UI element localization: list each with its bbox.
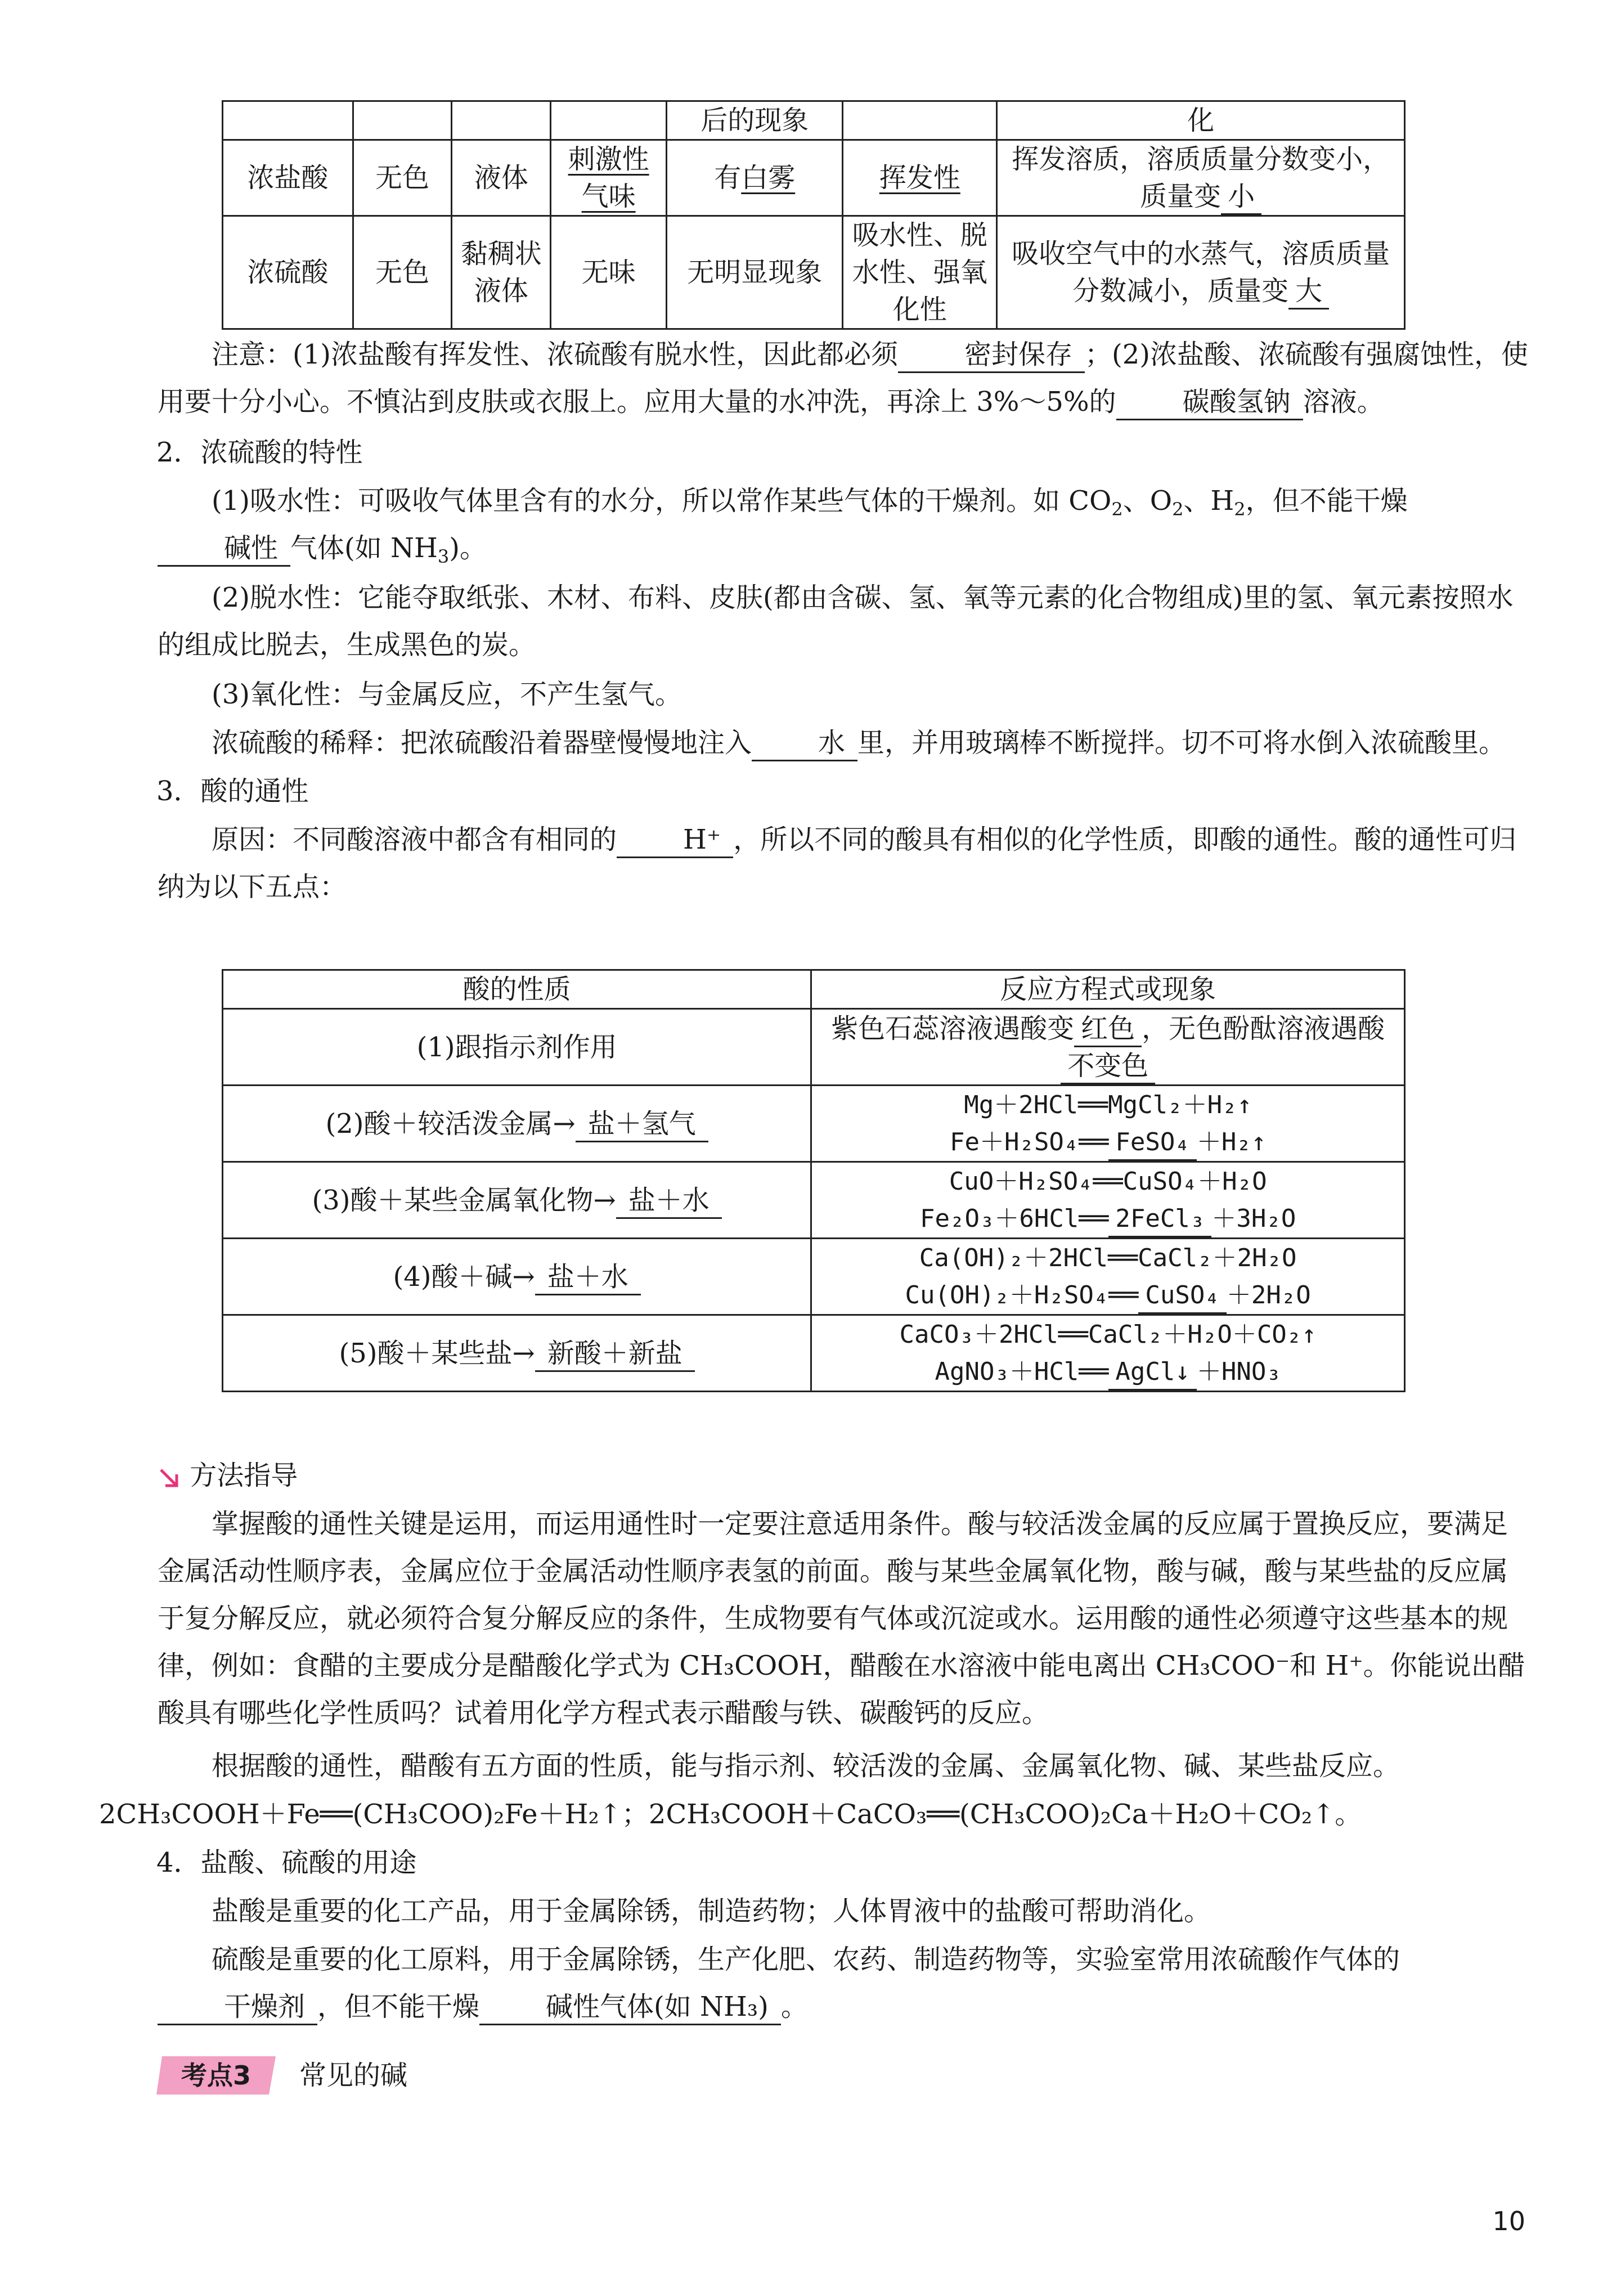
page-number: 10 — [1492, 2206, 1525, 2236]
equation-cell: CuO＋H₂SO₄══CuSO₄＋H₂O Fe₂O₃＋6HCl══ 2FeCl₃ ＋3H₂O — [811, 1162, 1405, 1239]
property-cell: (2)酸＋较活泼金属→ 盐＋氢气 — [223, 1086, 811, 1162]
acid-open-phenomenon: 无明显现象 — [666, 216, 843, 329]
equation-blank: CuSO₄ — [1138, 1279, 1226, 1314]
equation-blank: 2FeCl₃ — [1108, 1202, 1211, 1237]
gas-type-blank: 碱性 — [158, 531, 290, 567]
mass-change-blank: 大 — [1288, 274, 1329, 310]
equation-blank: FeSO₄ — [1108, 1125, 1196, 1161]
acid-general-properties-table — [222, 969, 1406, 1392]
table-row — [223, 216, 1405, 329]
equation-cell: Mg＋2HCl══MgCl₂＋H₂↑ Fe＋H₂SO₄══ FeSO₄ ＋H₂↑ — [811, 1086, 1405, 1162]
dilution-paragraph: 浓硫酸的稀释：把浓硫酸沿着器壁慢慢地注入 水 里，并用玻璃棒不断搅拌。切不可将水倒入浓硫酸里。 — [158, 719, 1530, 766]
acid-change-text: 挥发溶质，溶质质量分数变小，质量变 — [1012, 144, 1390, 212]
acid-state: 液体 — [452, 140, 551, 216]
acid-name: 浓硫酸 — [223, 216, 353, 329]
kaodian-title: 常见的碱 — [299, 2060, 408, 2091]
product-blank: 盐＋水 — [616, 1183, 722, 1219]
acid-change-text: 吸收空气中的水蒸气，溶质质量分数减小，质量变 — [1012, 238, 1390, 307]
product-blank: 新酸＋新盐 — [535, 1337, 695, 1372]
ion-blank: H⁺ — [617, 823, 733, 858]
arrow-down-right-icon — [156, 1465, 181, 1490]
table-row — [223, 1239, 1405, 1315]
acid-odor: 无味 — [551, 216, 667, 329]
table-row — [223, 1009, 1405, 1086]
note-blank-2: 碳酸氢钠 — [1116, 385, 1303, 420]
hydrochloric-uses-paragraph: 盐酸是重要的化工产品，用于金属除锈，制造药物；人体胃液中的盐酸可帮助消化。 — [212, 1895, 1211, 1927]
acid-open-phenomenon: 白雾 — [741, 162, 796, 194]
dilution-blank: 水 — [752, 726, 857, 761]
note-paragraph: 注意：(1)浓盐酸有挥发性、浓硫酸有脱水性，因此都必须 密封保存 ；(2)浓盐酸、浓硫酸有强腐蚀性，使用要十分小心。不慎沾到皮肤或衣服上。应用大量的水冲洗，再涂上 3%～5%的 碳酸氢钠 溶液。 — [158, 331, 1530, 425]
acetic-acid-equations: 2CH₃COOH＋Fe══(CH₃COO)₂Fe＋H₂↑；2CH₃COOH＋CaCO₃══(CH₃COO)₂Ca＋H₂O＋CO₂↑。 — [99, 1799, 1362, 1830]
phenolphthalein-blank: 不变色 — [1061, 1049, 1155, 1084]
acid-properties-table — [222, 100, 1406, 330]
drying-agent-blank: 干燥剂 — [158, 1990, 317, 2025]
header-phenomenon: 后的现象 — [666, 101, 843, 140]
table-row — [223, 970, 1405, 1009]
acid-odor: 刺激性气味 — [568, 144, 649, 212]
dehydration-paragraph: (2)脱水性：它能夺取纸张、木材、布料、皮肤(都由含碳、氢、氧等元素的化合物组成)里的氢、氧元素按照水的组成比脱去，生成黑色的炭。 — [158, 582, 1514, 661]
mass-change-blank: 小 — [1221, 180, 1261, 215]
acid-property: 吸水性、脱水性、强氧化性 — [843, 216, 997, 329]
acid-color: 无色 — [353, 216, 452, 329]
table-row — [223, 1162, 1405, 1239]
property-cell: (5)酸＋某些盐→ 新酸＋新盐 — [223, 1315, 811, 1392]
table-row — [223, 101, 1405, 140]
section-2-heading: 2．浓硫酸的特性 — [156, 437, 363, 468]
litmus-blank: 红色 — [1074, 1012, 1142, 1047]
oxidation-paragraph: (3)氧化性：与金属反应，不产生氢气。 — [212, 679, 682, 710]
acid-name: 浓盐酸 — [223, 140, 353, 216]
equation-cell: CaCO₃＋2HCl══CaCl₂＋H₂O＋CO₂↑ AgNO₃＋HCl══ AgCl↓ ＋HNO₃ — [811, 1315, 1405, 1392]
sulfuric-uses-paragraph: 硫酸是重要的化工原料，用于金属除锈，生产化肥、农药、制造药物等，实验室常用浓硫酸作气体的干燥剂 ，但不能干燥 碱性气体(如 NH₃) 。 — [158, 1936, 1530, 2030]
basic-gas-blank: 碱性气体(如 NH₃) — [479, 1990, 781, 2025]
equation-cell: Ca(OH)₂＋2HCl══CaCl₂＋2H₂O Cu(OH)₂＋H₂SO₄══ CuSO₄ ＋2H₂O — [811, 1239, 1405, 1315]
table-row — [223, 1086, 1405, 1162]
acid-color: 无色 — [353, 140, 452, 216]
property-cell: (3)酸＋某些金属氧化物→ 盐＋水 — [223, 1162, 811, 1239]
product-blank: 盐＋氢气 — [576, 1107, 708, 1142]
equation-blank: AgCl↓ — [1108, 1355, 1196, 1391]
header-change: 化 — [997, 101, 1405, 140]
section-4-heading: 4．盐酸、硫酸的用途 — [156, 1847, 417, 1878]
product-blank: 盐＋水 — [535, 1260, 641, 1295]
method-paragraph-1: 掌握酸的通性关键是运用，而运用通性时一定要注意适用条件。酸与较活泼金属的反应属于置换反应，要满足金属活动性顺序表，金属应位于金属活动性顺序表氢的前面。酸与某些金属氧化物，酸与碱，酸与某些盐的反应属于复分解反应，就必须符合复分解反应的条件，生成物要有气体或沉淀或水。运用酸的通性必须遵守这些基本的规律，例如：食醋的主要成分是醋酸化学式为 CH₃COOH，醋酸在水溶液中能电离出 CH₃COO⁻和 H⁺。你能说出醋酸具有哪些化学性质吗？试着用化学方程式表示醋酸与铁、碳酸钙的反应。 — [158, 1508, 1525, 1729]
kaodian-label: 考点3 — [181, 2060, 251, 2091]
table-row: 浓盐酸 无色 液体 刺激性气味 有白雾 挥发性 挥发溶质，溶质质量分数变小，质量变 小 — [223, 140, 1405, 216]
section-3-heading: 3．酸的通性 — [156, 775, 309, 807]
acid-property: 挥发性 — [879, 162, 960, 194]
table-row — [223, 1315, 1405, 1392]
acid-common-property-paragraph: 原因：不同酸溶液中都含有相同的 H⁺ ，所以不同的酸具有相似的化学性质，即酸的通性。酸的通性可归纳为以下五点： — [158, 824, 1517, 903]
absorb-water-paragraph: (1)吸水性：可吸收气体里含有的水分，所以常作某些气体的干燥剂。如 $CO_2$、$O_2$、$H_2$，但不能干燥碱性 气体(如 $NH_3$)。 — [158, 477, 1530, 572]
method-paragraph-2: 根据酸的通性，醋酸有五方面的性质，能与指示剂、较活泼的金属、金属氧化物、碱、某些盐反应。 — [212, 1750, 1400, 1782]
property-cell: (4)酸＋碱→ 盐＋水 — [223, 1239, 811, 1315]
column-header-equation: 反应方程式或现象 — [811, 970, 1405, 1009]
acid-state: 黏稠状液体 — [452, 216, 551, 329]
note-blank-1: 密封保存 — [898, 338, 1085, 373]
property-cell: (1)跟指示剂作用 — [223, 1009, 811, 1086]
column-header-property: 酸的性质 — [223, 970, 811, 1009]
method-guide-heading: 方法指导 — [156, 1452, 298, 1499]
equation-cell: 紫色石蕊溶液遇酸变 红色 ，无色酚酞溶液遇酸不变色 — [811, 1009, 1405, 1086]
